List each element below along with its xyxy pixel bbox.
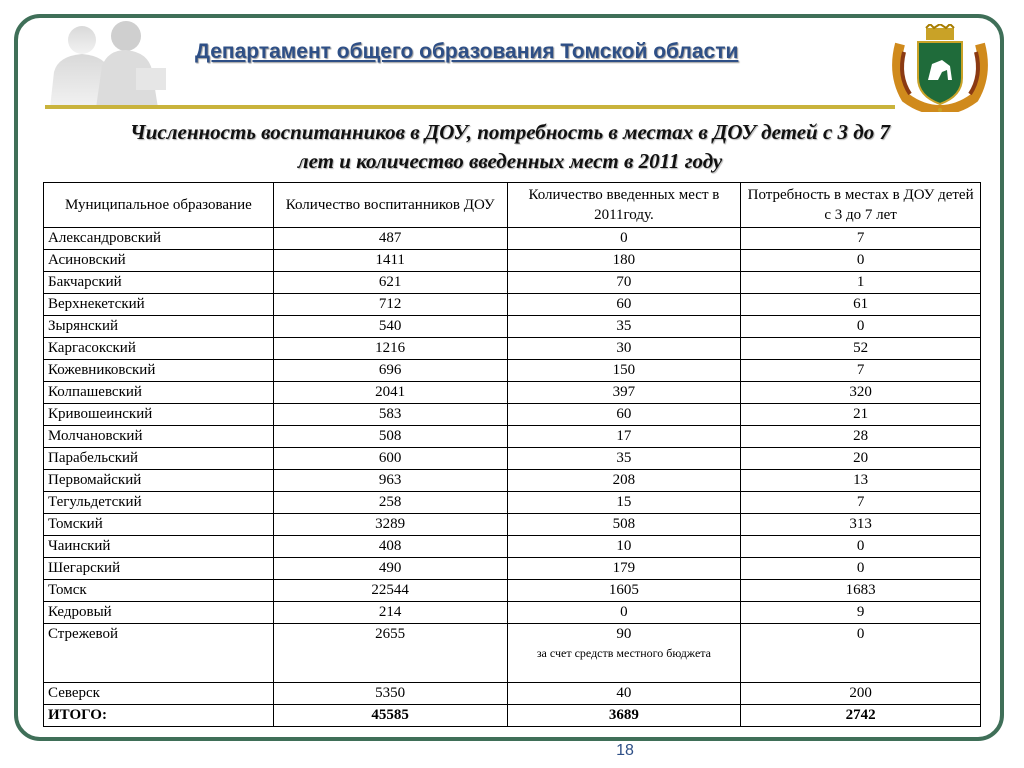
cell-need: 7 — [741, 228, 981, 250]
cell-need: 320 — [741, 382, 981, 404]
cell-need: 0 — [741, 316, 981, 338]
cell-pupils: 214 — [273, 602, 507, 624]
slide-subtitle — [40, 118, 980, 176]
cell-need: 1683 — [741, 580, 981, 602]
cell-pupils: 2655 — [273, 624, 507, 683]
col-header-municipality: Муниципальное образование — [44, 183, 274, 228]
new-places-value: 90 — [616, 626, 632, 642]
cell-municipality: Кожевниковский — [44, 360, 274, 382]
cell-municipality: Молчановский — [44, 426, 274, 448]
table-row — [44, 536, 981, 558]
table-row — [44, 514, 981, 536]
cell-municipality: Верхнекетский — [44, 294, 274, 316]
page-number: 18 — [616, 742, 634, 759]
total-new-places: 3689 — [507, 705, 741, 727]
table-row — [44, 448, 981, 470]
cell-municipality: Томский — [44, 514, 274, 536]
table-row — [44, 338, 981, 360]
cell-need: 0 — [741, 250, 981, 272]
table-row — [44, 228, 981, 250]
table-header-row — [44, 183, 981, 228]
cell-municipality: Стрежевой — [44, 624, 274, 683]
cell-new-places: 208 — [507, 470, 741, 492]
cell-new-places: 70 — [507, 272, 741, 294]
cell-need: 21 — [741, 404, 981, 426]
col-header-pupils: Количество воспитанников ДОУ — [273, 183, 507, 228]
cell-municipality: Первомайский — [44, 470, 274, 492]
subtitle-line-1: Численность воспитанников в ДОУ, потребность в местах в ДОУ детей с 3 до 7 — [130, 120, 890, 144]
cell-pupils: 5350 — [273, 683, 507, 705]
table-total-row — [44, 705, 981, 727]
cell-pupils: 621 — [273, 272, 507, 294]
table-row — [44, 558, 981, 580]
cell-need: 28 — [741, 426, 981, 448]
table-row — [44, 272, 981, 294]
cell-pupils: 258 — [273, 492, 507, 514]
cell-pupils: 490 — [273, 558, 507, 580]
cell-municipality: Асиновский — [44, 250, 274, 272]
cell-new-places: 15 — [507, 492, 741, 514]
cell-pupils: 1216 — [273, 338, 507, 360]
table-row — [44, 602, 981, 624]
cell-new-places: 180 — [507, 250, 741, 272]
cell-new-places: 30 — [507, 338, 741, 360]
header-divider — [45, 105, 895, 109]
kindergarten-table — [43, 182, 981, 727]
cell-new-places: 150 — [507, 360, 741, 382]
table-row — [44, 250, 981, 272]
cell-pupils: 487 — [273, 228, 507, 250]
table-row-strezhevoy — [44, 624, 981, 683]
cell-pupils: 540 — [273, 316, 507, 338]
subtitle-line-2: лет и количество введенных мест в 2011 году — [297, 149, 723, 173]
department-title: Департамент общего образования Томской области — [195, 40, 739, 63]
total-label: ИТОГО: — [44, 705, 274, 727]
cell-need: 7 — [741, 492, 981, 514]
cell-municipality: Томск — [44, 580, 274, 602]
cell-municipality: Колпашевский — [44, 382, 274, 404]
cell-need: 9 — [741, 602, 981, 624]
table-row — [44, 382, 981, 404]
cell-municipality: Тегульдетский — [44, 492, 274, 514]
cell-pupils: 508 — [273, 426, 507, 448]
cell-need: 13 — [741, 470, 981, 492]
col-header-need: Потребность в местах в ДОУ детей с 3 до 7 лет — [741, 183, 981, 228]
cell-new-places: 40 — [507, 683, 741, 705]
total-pupils: 45585 — [273, 705, 507, 727]
cell-need: 0 — [741, 558, 981, 580]
cell-new-places: 35 — [507, 448, 741, 470]
cell-pupils: 712 — [273, 294, 507, 316]
table-row — [44, 404, 981, 426]
cell-new-places: 397 — [507, 382, 741, 404]
table-row — [44, 470, 981, 492]
cell-pupils: 2041 — [273, 382, 507, 404]
cell-municipality: Зырянский — [44, 316, 274, 338]
cell-municipality: Парабельский — [44, 448, 274, 470]
cell-pupils: 963 — [273, 470, 507, 492]
table-row — [44, 426, 981, 448]
table-row — [44, 316, 981, 338]
cell-new-places: 17 — [507, 426, 741, 448]
cell-municipality: Кедровый — [44, 602, 274, 624]
col-header-new-places: Количество введенных мест в 2011году. — [507, 183, 741, 228]
cell-pupils: 3289 — [273, 514, 507, 536]
cell-new-places: 0 — [507, 602, 741, 624]
cell-pupils: 696 — [273, 360, 507, 382]
cell-pupils: 1411 — [273, 250, 507, 272]
cell-new-places: 0 — [507, 228, 741, 250]
cell-need: 1 — [741, 272, 981, 294]
table-row — [44, 580, 981, 602]
cell-need: 20 — [741, 448, 981, 470]
cell-pupils: 22544 — [273, 580, 507, 602]
cell-need: 61 — [741, 294, 981, 316]
cell-new-places — [507, 624, 741, 683]
table-row — [44, 683, 981, 705]
cell-municipality: Каргасокский — [44, 338, 274, 360]
people-silhouette-icon — [40, 20, 170, 108]
table-row — [44, 294, 981, 316]
cell-municipality: Северск — [44, 683, 274, 705]
cell-new-places: 1605 — [507, 580, 741, 602]
cell-municipality: Чаинский — [44, 536, 274, 558]
cell-pupils: 583 — [273, 404, 507, 426]
cell-municipality: Шегарский — [44, 558, 274, 580]
cell-new-places: 60 — [507, 404, 741, 426]
cell-municipality: Кривошеинский — [44, 404, 274, 426]
cell-need: 313 — [741, 514, 981, 536]
cell-new-places: 179 — [507, 558, 741, 580]
cell-need: 200 — [741, 683, 981, 705]
cell-pupils: 408 — [273, 536, 507, 558]
coat-of-arms-icon — [892, 24, 988, 112]
cell-need: 0 — [741, 536, 981, 558]
funding-note: за счет средств местного бюджета — [536, 646, 711, 660]
cell-new-places: 10 — [507, 536, 741, 558]
cell-pupils: 600 — [273, 448, 507, 470]
cell-need: 7 — [741, 360, 981, 382]
cell-need: 0 — [741, 624, 981, 683]
total-need: 2742 — [741, 705, 981, 727]
cell-municipality: Александровский — [44, 228, 274, 250]
cell-new-places: 508 — [507, 514, 741, 536]
cell-municipality: Бакчарский — [44, 272, 274, 294]
cell-new-places: 60 — [507, 294, 741, 316]
table-row — [44, 492, 981, 514]
table-row — [44, 360, 981, 382]
cell-new-places: 35 — [507, 316, 741, 338]
cell-need: 52 — [741, 338, 981, 360]
